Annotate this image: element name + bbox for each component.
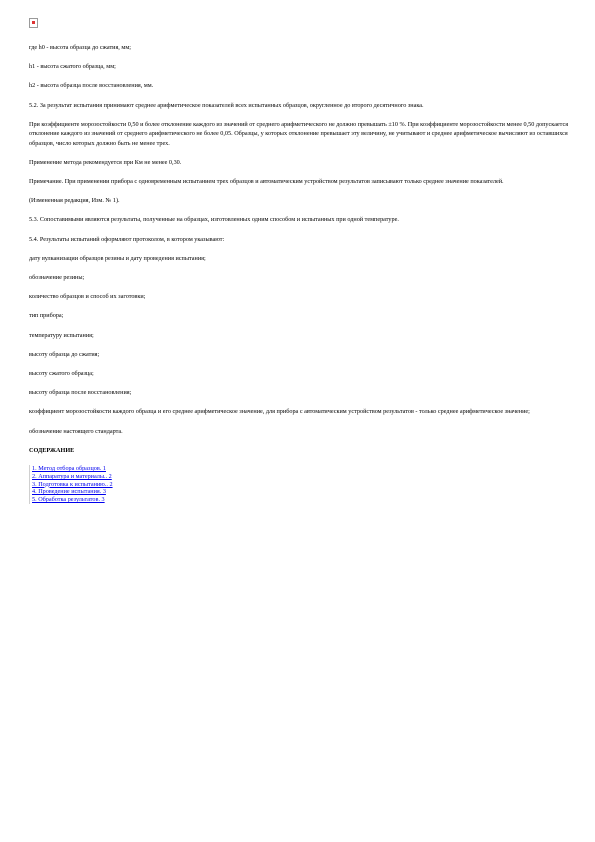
contents-heading: СОДЕРЖАНИЕ: [29, 446, 75, 454]
paragraph: 5.3. Сопоставимыми являются результаты, полученные на образцах, изготовленных одним способом и испытанных при одной температуре.: [29, 216, 399, 224]
toc-item: [32, 496, 569, 504]
paragraph: где h0 - высота образца до сжатия, мм;: [29, 44, 131, 51]
paragraph: При коэффициенте морозостойкости 0,50 и более отклонение каждого из значений от среднего арифметического не должно превышать ±10 %. При коэффициенте морозостойкости менее 0,50 допускается отклонение каждого из значений от среднего арифметического не более 0,05. Образцы, у которых отклонение превышает эту величину, не учитывают и среднее арифметическое вычисляют из оставшихся образцов, число которых должно быть не менее трех.: [29, 120, 569, 147]
paragraph: (Измененная редакция, Изм. № 1).: [29, 197, 120, 205]
paragraph: 5.4. Результаты испытаний оформляют протоколом, в котором указывают:: [29, 235, 225, 243]
toc-item: [32, 465, 569, 473]
toc-link[interactable]: 2. Аппаратура и материалы.. 2: [32, 472, 112, 480]
paragraph: высоту образца до сжатия;: [29, 350, 100, 358]
toc-link[interactable]: 3. Подготовка к испытанию.. 2: [32, 480, 113, 488]
paragraph: количество образцов и способ их заготовки;: [29, 293, 146, 301]
paragraph: обозначение настоящего стандарта.: [29, 427, 123, 435]
toc-link[interactable]: 1. Метод отбора образцов. 1: [32, 465, 106, 473]
paragraph: h2 - высота образца после восстановления, мм.: [29, 82, 154, 90]
paragraph: температуру испытания;: [29, 331, 94, 339]
toc-item: [32, 473, 569, 481]
paragraph: коэффициент морозостойкости каждого образца и его среднее арифметическое значение, для прибора с автоматическим устройством результатов - только среднее арифметическое значение;: [29, 408, 530, 416]
table-of-contents: [29, 465, 569, 504]
toc-item: [32, 481, 569, 489]
paragraph: тип прибора;: [29, 312, 64, 320]
document-body: [29, 43, 569, 504]
paragraph: Применение метода рекомендуется при Км не менее 0,30.: [29, 158, 182, 166]
paragraph: h1 - высота сжатого образца, мм;: [29, 63, 116, 71]
paragraph: высоту образца после восстановления;: [29, 389, 132, 397]
paragraph: 5.2. За результат испытания принимают среднее арифметическое показателей всех испытанных образцов, округленное до второго десятичного знака.: [29, 101, 424, 109]
toc-link[interactable]: 5. Обработка результатов. 3: [32, 496, 105, 504]
paragraph: дату вулканизации образцов резины и дату проведения испытания;: [29, 254, 206, 262]
paragraph: обозначение резины;: [29, 274, 85, 282]
paragraph: высоту сжатого образца;: [29, 370, 94, 378]
toc-item: [32, 488, 569, 496]
paragraph: Примечание. При применении прибора с одновременным испытанием трех образцов и автоматическим устройством результатов записывают только среднее значение показателей.: [29, 178, 504, 186]
toc-link[interactable]: 4. Проведение испытания. 3: [32, 488, 106, 496]
broken-image-icon: [29, 18, 38, 28]
